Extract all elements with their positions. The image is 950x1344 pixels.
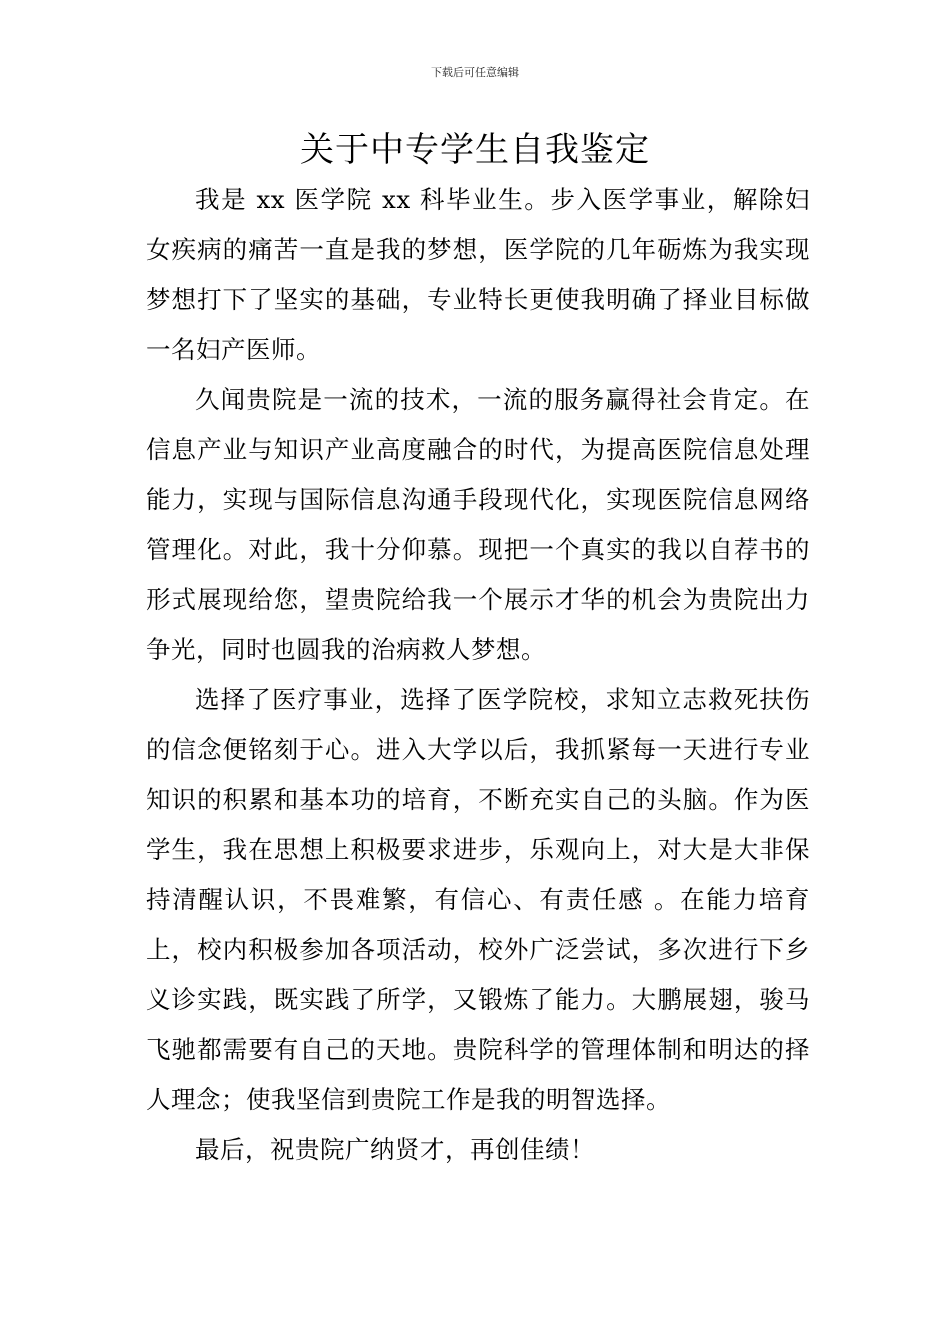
header-note: 下载后可任意编辑 — [431, 66, 519, 79]
paragraph-closing: 最后，祝贵院广纳贤才，再创佳绩！ — [195, 1135, 595, 1164]
document-title: 关于中专学生自我鉴定 — [300, 130, 650, 170]
document-body — [146, 175, 810, 1175]
paragraph-intro: 我是 xx 医学院 xx 科毕业生。步入医学事业，解除妇女疾病的痛苦一直是我的梦想，医学院的几年砺炼为我实现梦想打下了坚实的基础，专业特长更使我明确了择业目标做一名妇产医师。 — [146, 185, 810, 364]
paragraph-hospital: 久闻贵院是一流的技术，一流的服务赢得社会肯定。在信息产业与知识产业高度融合的时代，为提高医院信息处理能力，实现与国际信息沟通手段现代化，实现医院信息网络管理化。对此，我十分仰慕。现把一个真实的我以自荐书的形式展现给您，望贵院给我一个展示才华的机会为贵院出力争光，同时也圆我的治病救人梦想。 — [146, 385, 810, 664]
paragraph-study: 选择了医疗事业，选择了医学院校，求知立志救死扶伤的信念便铭刻于心。进入大学以后，我抓紧每一天进行专业知识的积累和基本功的培育，不断充实自己的头脑。作为医学生，我在思想上积极要求进步，乐观向上，对大是大非保持清醒认识，不畏难繁，有信心、有责任感 。在能力培育上，校内积极参加各项活动，校外广泛尝试，多次进行下乡义诊实践，既实践了所学，又锻炼了能力。大鹏展翅，骏马飞驰都需要有自己的天地。贵院科学的管理体制和明达的择人理念；使我坚信到贵院工作是我的明智选择。 — [146, 685, 810, 1114]
